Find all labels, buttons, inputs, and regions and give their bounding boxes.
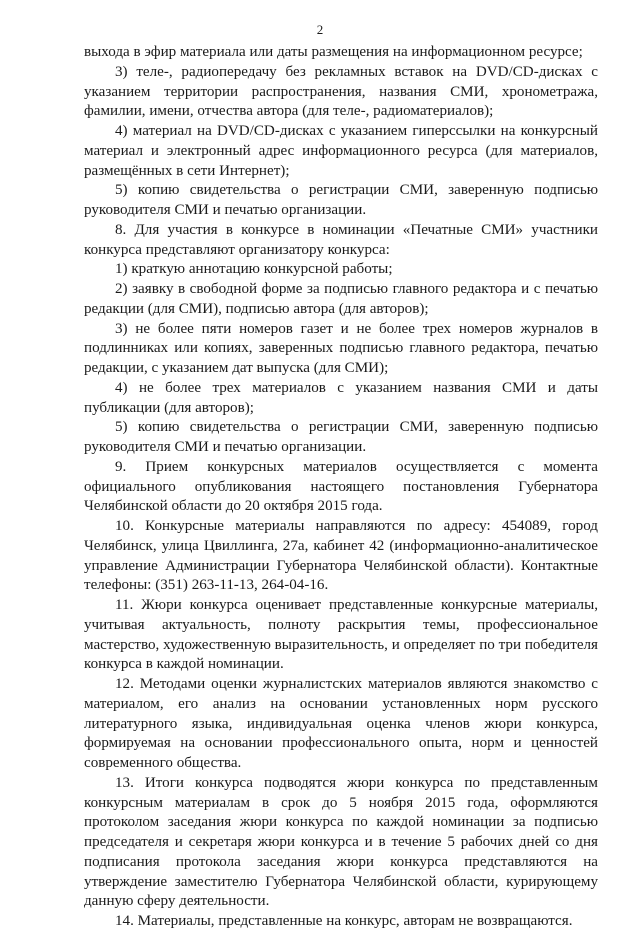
paragraph-item-4-internet: 4) материал на DVD/CD-дисках с указанием гиперссылки на конкурсный материал и электронный адрес информационного ресурса (для материалов, размещённых в сети Интернет); — [84, 123, 598, 179]
document-body — [84, 43, 598, 932]
paragraph-section-9: 9. Прием конкурсных материалов осуществляется с момента официального опубликования настоящего постановления Губернатора Челябинской области до 20 октября 2015 года. — [84, 458, 598, 515]
paragraph-item-3-tv-radio: 3) теле-, радиопередачу без рекламных вставок на DVD/CD-дисках с указанием территории распространения, названия СМИ, хронометража, фамилии, имени, отчества автора (для теле-, радиоматериалов); — [84, 63, 598, 120]
paragraph-section-8-item-1: 1) краткую аннотацию конкурсной работы; — [115, 261, 393, 278]
paragraph-section-8-item-2: 2) заявку в свободной форме за подписью главного редактора и с печатью редакции (для СМИ), подписью автора (для авторов); — [84, 281, 598, 317]
page-number: 2 — [316, 22, 324, 37]
paragraph-section-8: 8. Для участия в конкурсе в номинации «Печатные СМИ» участники конкурса представляют организатору конкурса: — [84, 221, 598, 258]
paragraph-section-13: 13. Итоги конкурса подводятся жюри конкурса по представленным конкурсным материалам в срок до 5 ноября 2015 года, оформляются протоколом заседания жюри конкурса по каждой номинации за подписью председателя и секретаря жюри конкурса и в течение 5 рабочих дней со дня подписания протокола заседания жюри конкурса представляются на утверждение заместителю Губернатора Челябинской области, курирующему данную сферу деятельности. — [84, 774, 598, 910]
paragraph-section-12: 12. Методами оценки журналистских материалов являются знакомство с материалом, его анализ на основании установленных норм русского литературного языка, индивидуальная оценка членов жюри конкурса, формируемая на основании профессионального опыта, норм и ценностей современного общества. — [84, 676, 598, 771]
paragraph-section-11: 11. Жюри конкурса оценивает представленные конкурсные материалы, учитывая актуальность, полноту раскрытия темы, профессиональное мастерство, художественную выразительность, и определяет по три победителя конкурса в каждой номинации. — [84, 597, 598, 673]
paragraph-section-10: 10. Конкурсные материалы направляются по адресу: 454089, город Челябинск, улица Цвиллинга, 27а, кабинет 42 (информационно-аналитическое управление Администрации Губернатора Челябинской области). Контактные телефоны: (351) 263-11-13, 264-04-16. — [84, 518, 598, 594]
paragraph-section-8-item-5: 5) копию свидетельства о регистрации СМИ, заверенную подписью руководителя СМИ и печатью организации. — [84, 419, 598, 455]
paragraph-section-8-item-3: 3) не более пяти номеров газет и не более трех номеров журналов в подлинниках или копиях, заверенных подписью главного редактора, печатью редакции, с указанием дат выпуска (для СМИ); — [84, 320, 598, 376]
paragraph-section-8-item-4: 4) не более трех материалов с указанием названия СМИ и даты публикации (для авторов); — [84, 379, 598, 416]
paragraph-item-5-certificate: 5) копию свидетельства о регистрации СМИ, заверенную подписью руководителя СМИ и печатью организации. — [84, 182, 598, 218]
paragraph-continuation: выхода в эфир материала или даты размещения на информационном ресурсе; — [84, 44, 583, 60]
paragraph-section-14: 14. Материалы, представленные на конкурс, авторам не возвращаются. — [115, 913, 573, 929]
